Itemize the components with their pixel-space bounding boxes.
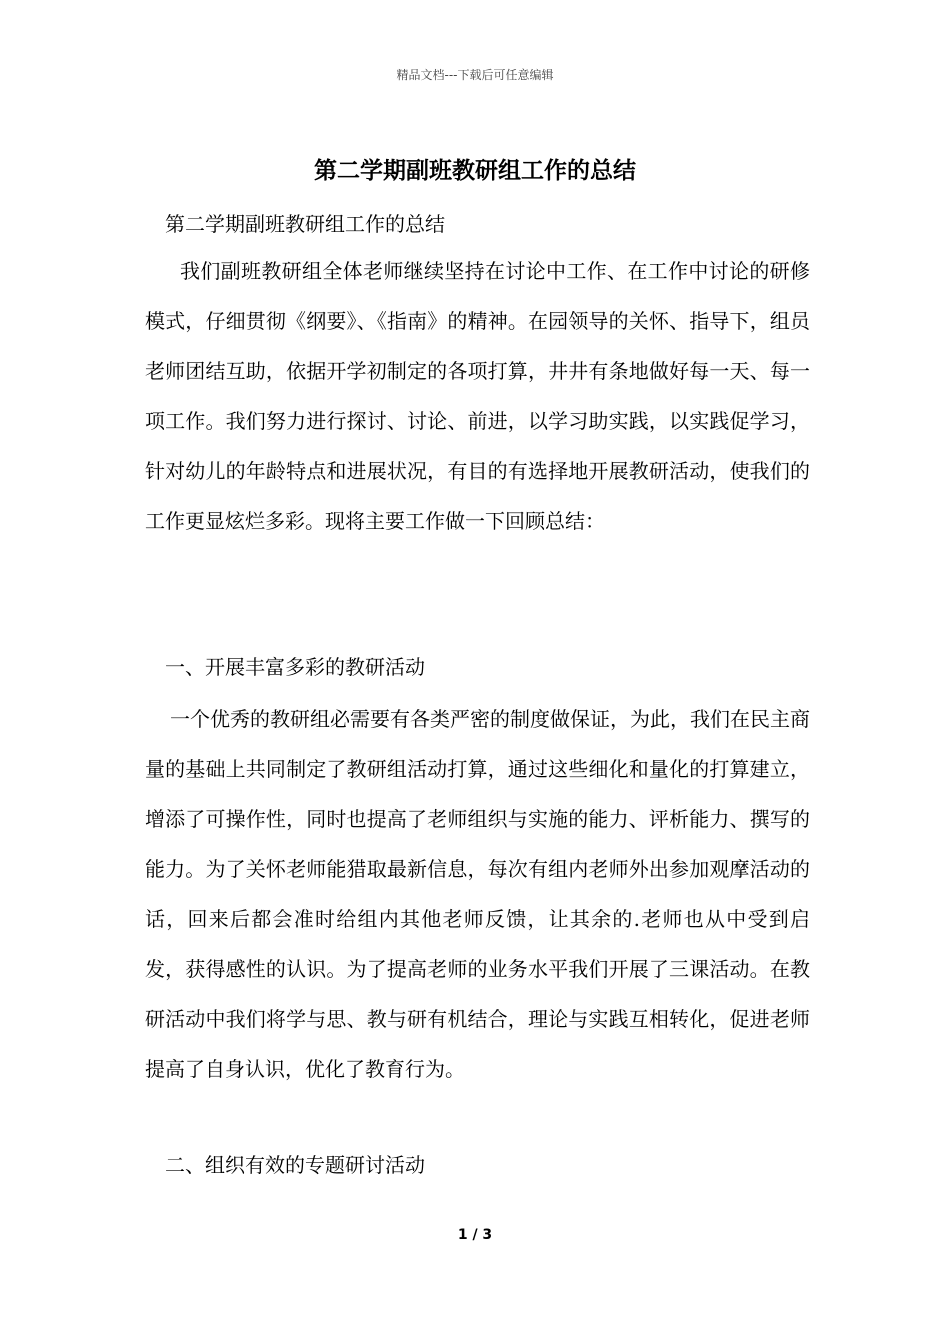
header-note: 精品文档---下载后可任意编辑	[396, 68, 554, 82]
section-heading-2: 二、组织有效的专题研讨活动	[165, 1153, 425, 1177]
document-title: 第二学期副班教研组工作的总结	[314, 157, 636, 184]
paragraph-intro: 我们副班教研组全体老师继续坚持在讨论中工作、在工作中讨论的研修模式，仔细贯彻《纲要》、《指南》的精神。在园领导的关怀、指导下，组员老师团结互助，依据开学初制定的各项打算，井井有条地做好每一天、每一项工作。我们努力进行探讨、讨论、前进，以学习助实践，以实践促学习，针对幼儿的年龄特点和进展状况，有目的有选择地开展教研活动，使我们的工作更显炫烂多彩。现将主要工作做一下回顾总结：	[145, 259, 810, 533]
section-heading-1: 一、开展丰富多彩的教研活动	[165, 655, 425, 679]
page-indicator: 1 / 3	[457, 1227, 493, 1243]
paragraph-section-1: 一个优秀的教研组必需要有各类严密的制度做保证，为此，我们在民主商量的基础上共同制定了教研组活动打算，通过这些细化和量化的打算建立，增添了可操作性，同时也提高了老师组织与实施的能力、评析能力、撰写的能力。为了关怀老师能猎取最新信息，每次有组内老师外出参加观摩活动的话，回来后都会准时给组内其他老师反馈，让其余的.老师也从中受到启发，获得感性的认识。为了提高老师的业务水平我们开展了三课活动。在教研活动中我们将学与思、教与研有机结合，理论与实践互相转化，促进老师提高了自身认识，优化了教育行为。	[145, 707, 810, 1081]
document-subtitle: 第二学期副班教研组工作的总结	[165, 212, 445, 236]
